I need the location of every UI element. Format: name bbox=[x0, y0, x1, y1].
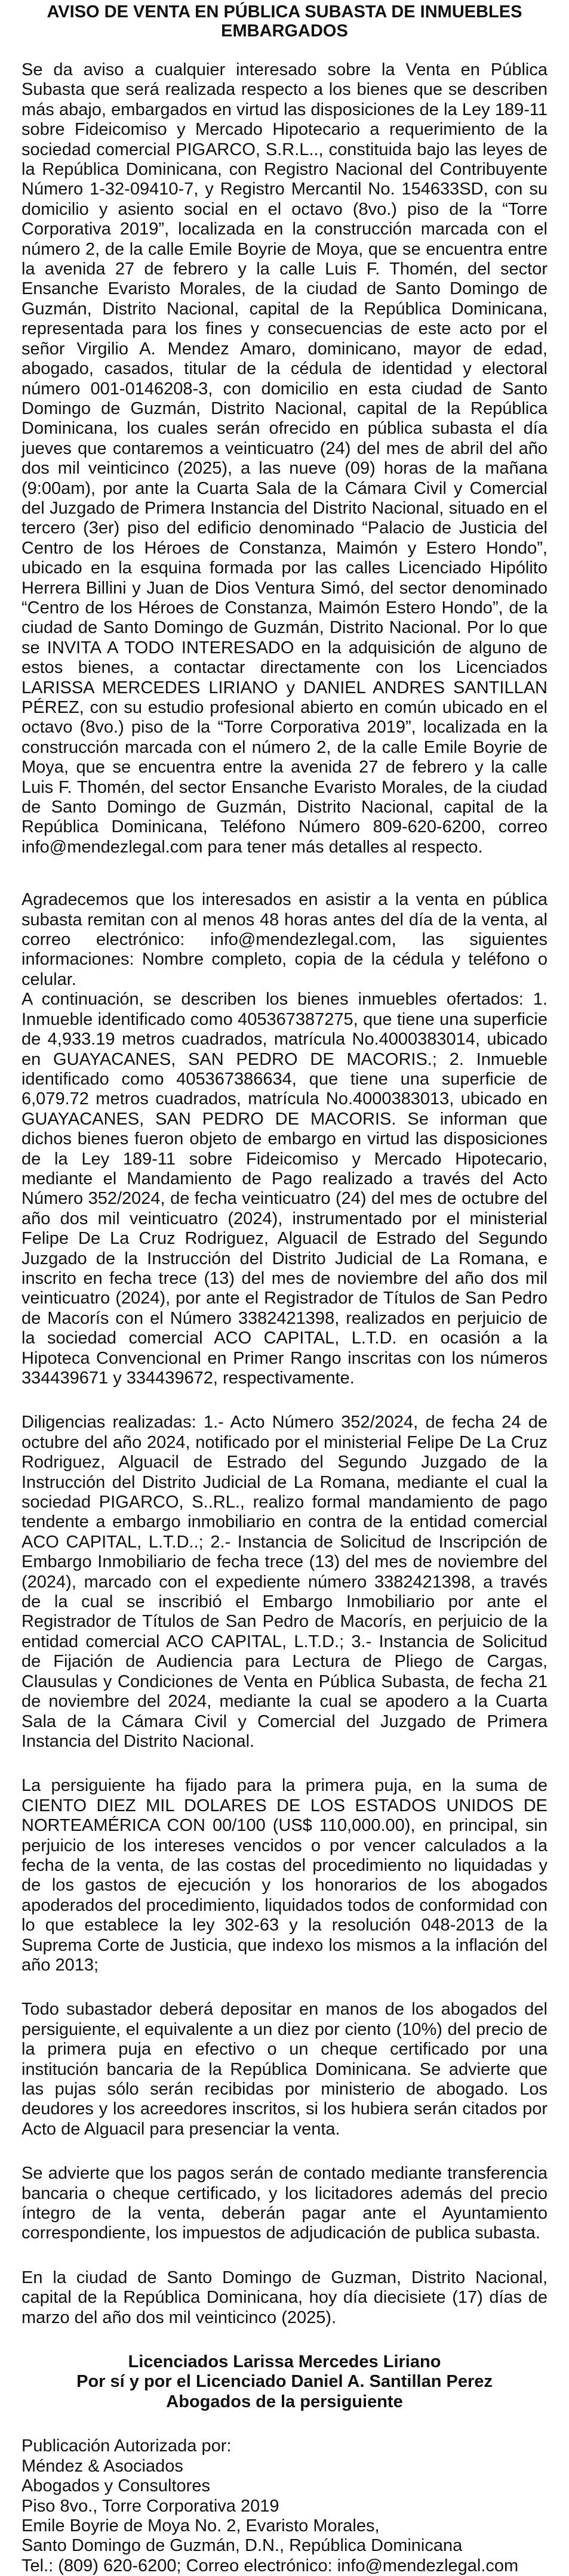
paragraph-date-place: En la ciudad de Santo Domingo de Guzman, Distrito Nacional, capital de la República Dominicana, hoy día diecisiete (17) días de marzo del año dos mil veinticinco (2025). bbox=[21, 2268, 548, 2327]
paragraph-announcement: Se da aviso a cualquier interesado sobre la Venta en Pública Subasta que será realizada respecto a los bienes que se describen más abajo, embargados en virtud las disposiciones de la Ley 189-11 sobre Fideicomiso y Mercado Hipotecario a requerimiento de la sociedad comercial PIGARCO, S.R.L.., constituida bajo las leyes de la República Dominicana, con Registro Nacional del Contribuyente Número 1-32-09410-7, y Registro Mercantil No. 154633SD, con su domicilio y asiento social en el octavo (8vo.) piso de la “Torre Corporativa 2019”, localizada en la construcción marcada con el número 2, de la calle Emile Boyrie de Moya, que se encuentra entre la avenida 27 de febrero y la calle Luis F. Thomén, del sector Ensanche Evaristo Morales, de la ciudad de Santo Domingo de Guzmán, Distrito Nacional, capital de la República Dominicana, representada para los fines y consecuencias de este acto por el señor Virgilio A. Mendez Amaro, dominicano, mayor de edad, abogado, casados, titular de la cédula de identidad y electoral número 001-0146208-3, con domicilio en esta ciudad de Santo Domingo de Guzmán, Distrito Nacional, capital de la República Dominicana, los cuales serán ofrecido en pública subasta el día jueves que contaremos a veinticuatro (24) del mes de abril del año dos mil veinticinco (2025), a las nueve (09) horas de la mañana (9:00am), por ante la Cuarta Sala de la Cámara Civil y Comercial del Juzgado de Primera Instancia del Distrito Nacional, situado en el tercero (3er) piso del edificio denominado “Palacio de Justicia del Centro de los Héroes de Constanza, Maimón y Estero Hondo”, ubicado en la esquina formada por las calles Licenciado Hipólito Herrera Billini y Juan de Dios Ventura Simó, del sector denominado “Centro de los Héroes de Constanza, Maimón Estero Hondo”, de la ciudad de Santo Domingo de Guzmán, Distrito Nacional. Por lo que se INVITA A TODO INTERESADO en la adquisición de alguno de estos bienes, a contactar directamente con los Licenciados LARISSA MERCEDES LIRIANO y DANIEL ANDRES SANTILLAN PÉREZ, con su estudio profesional abierto en común ubicado en el octavo (8vo.) piso de la “Torre Corporativa 2019”, localizada en la construcción marcada con el número 2, de la calle Emile Boyrie de Moya, que se encuentra entre la avenida 27 de febrero y la calle Luis F. Thomén, del sector Ensanche Evaristo Morales, de la ciudad de Santo Domingo de Guzmán, Distrito Nacional, capital de la República Dominicana, Teléfono Número 809-620-6200, correo info@mendezlegal.com para tener más detalles al respecto. bbox=[21, 60, 548, 857]
spacer bbox=[21, 2244, 548, 2268]
paragraph-deposit: Todo subastador deberá depositar en manos de los abogados del persiguiente, el equivalente a un diez por ciento (10%) del precio de la primera puja en efectivo o un cheque certificado por una institución bancaria de la República Dominicana. Se advierte que las pujas sólo serán recibidas por ministerio de abogado. Los deudores y los acreedores inscritos, si los hubiera serán citados por Acto de Alguacil para presenciar la venta. bbox=[21, 2000, 548, 2139]
publication-line: Santo Domingo de Guzmán, D.N., República Dominicana bbox=[21, 2536, 463, 2556]
signature-block bbox=[21, 2352, 548, 2412]
publication-line: Emile Boyrie de Moya No. 2, Evaristo Morales, bbox=[21, 2516, 380, 2535]
paragraph-diligences: Diligencias realizadas: 1.- Acto Número 352/2024, de fecha 24 de octubre del año 2024, notificado por el ministerial Felipe De La Cruz Rodriguez, Alguacil de Estrado del Segundo Juzgado de la Instrucción del Distrito Judicial de La Romana, mediante el cual la sociedad PIGARCO, S..RL., realizo formal mandamiento de pago tendente a embargo inmobiliario en contra de la entidad comercial ACO CAPITAL, L.T.D..; 2.- Instancia de Solicitud de Inscripción de Embargo Inmobiliario de fecha trece (13) del mes de noviembre del (2024), marcado con el expediente número 3382421398, a través de la cual se inscribió el Embargo Inmobiliario por ante el Registrador de Títulos de San Pedro de Macorís, en perjuicio de la entidad comercial ACO CAPITAL, L.T.D.; 3.- Instancia de Solicitud de Fijación de Audiencia para Lectura de Pliego de Cargas, Clausulas y Condiciones de Venta en Pública Subasta, de fecha 21 de noviembre del 2024, mediante la cual se apodero a la Cuarta Sala de la Cámara Civil y Comercial del Juzgado de Primera Instancia del Distrito Nacional. bbox=[21, 1413, 548, 1751]
notice-page bbox=[0, 2, 569, 2575]
spacer bbox=[21, 1752, 548, 1776]
spacer bbox=[21, 2139, 548, 2164]
spacer bbox=[21, 2328, 548, 2352]
paragraph-payments: Se advierte que los pagos serán de contado mediante transferencia bancaria o cheque certificado, y los licitadores además del precio íntegro de la venta, deberán pagar ante el Ayuntamiento correspondiente, los impuestos de adjudicación de publica subasta. bbox=[21, 2164, 548, 2243]
publication-line: Abogados y Consultores bbox=[21, 2476, 210, 2496]
publication-line: Publicación Autorizada por: bbox=[21, 2436, 232, 2456]
publication-line: Méndez & Asociados bbox=[21, 2456, 183, 2476]
spacer bbox=[21, 1975, 548, 2000]
publication-line: Tel.: (809) 620-6200; Correo electrónico: info@mendezlegal.com bbox=[21, 2556, 519, 2575]
spacer bbox=[21, 857, 548, 890]
paragraph-properties: A continuación, se describen los bienes inmuebles ofertados: 1. Inmueble identificado como 405367387275, que tiene una superficie de 4,933.19 metros cuadrados, matrícula No.4000383014, ubicado en GUAYACANES, SAN PEDRO DE MACORIS.; 2. Inmueble identificado como 405367386634, que tiene una superficie de 6,079.72 metros cuadrados, matrícula No.4000383013, ubicado en GUAYACANES, SAN PEDRO DE MACORIS. Se informan que dichos bienes fueron objeto de embargo en virtud las disposiciones de la Ley 189-11 sobre Fideicomiso y Mercado Hipotecario, mediante el Mandamiento de Pago realizado a través del Acto Número 352/2024, de fecha veinticuatro (24) del mes de octubre del año dos mil veinticuatro (2024), instrumentado por el ministerial Felipe De La Cruz Rodriguez, Alguacil de Estrado del Segundo Juzgado de la Instrucción del Distrito Judicial de La Romana, e inscrito en fecha trece (13) del mes de noviembre del año dos mil veinticuatro (2024), por ante el Registrador de Títulos de San Pedro de Macorís con el Número 3382421398, realizados en perjuicio de la sociedad comercial ACO CAPITAL, L.T.D. en ocasión a la Hipoteca Convencional en Primer Rango inscritas con los números 334439671 y 334439672, respectivamente. bbox=[21, 990, 548, 1388]
publication-block bbox=[21, 2436, 548, 2576]
signature-line: Abogados de la persiguiente bbox=[166, 2392, 403, 2411]
signature-line: Por sí y por el Licenciado Daniel A. Santillan Perez bbox=[76, 2372, 493, 2392]
paragraph-registration: Agradecemos que los interesados en asistir a la venta en pública subasta remitan con al menos 48 horas antes del día de la venta, al correo electrónico: info@mendezlegal.com, las siguientes informaciones: Nombre completo, copia de la cédula y teléfono o celular. bbox=[21, 890, 548, 989]
spacer bbox=[21, 2412, 548, 2436]
spacer bbox=[21, 41, 548, 60]
notice-title: AVISO DE VENTA EN PÚBLICA SUBASTA DE INMUEBLES EMBARGADOS bbox=[47, 2, 522, 41]
publication-line: Piso 8vo., Torre Corporativa 2019 bbox=[21, 2496, 279, 2516]
spacer bbox=[21, 1388, 548, 1413]
signature-line: Licenciados Larissa Mercedes Liriano bbox=[128, 2352, 441, 2372]
paragraph-first-bid: La persiguiente ha fijado para la primera puja, en la suma de CIENTO DIEZ MIL DOLARES DE LOS ESTADOS UNIDOS DE NORTEAMÉRICA CON 00/100 (US$ 110,000.00), en principal, sin perjuicio de los intereses vencidos o por vencer calculados a la fecha de la venta, de las costas del procedimiento no liquidadas y de los gastos de ejecución y los honorarios de los abogados apoderados del procedimiento, liquidados todos de conformidad con lo que establece la ley 302-63 y la resolución 048-2013 de la Suprema Corte de Justicia, que indexo los mismos a la inflación del año 2013; bbox=[21, 1776, 548, 1975]
